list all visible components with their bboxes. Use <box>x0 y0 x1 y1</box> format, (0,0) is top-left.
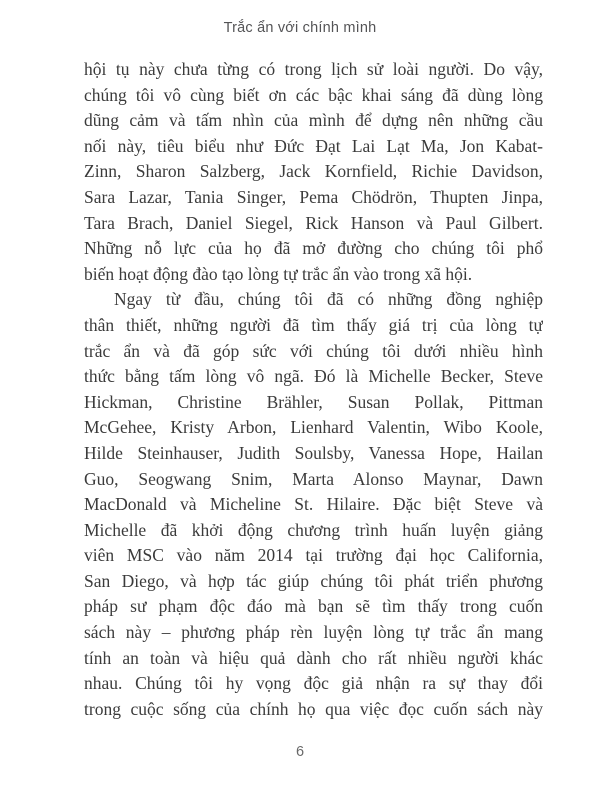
text-line: dũng cảm và tấm nhìn của mình để dựng nên những cầu <box>84 110 543 131</box>
text-line: Tara Brach, Daniel Siegel, Rick Hanson và Paul Gilbert. <box>84 212 543 233</box>
text-line: MacDonald và Micheline St. Hilaire. Đặc biệt Steve và <box>84 494 543 515</box>
text-line: Guo, Seogwang Snim, Marta Alonso Maynar, Dawn <box>84 468 543 489</box>
text-line: thân thiết, những người đã tìm thấy giá trị của lòng tự <box>84 314 543 335</box>
text-line: Sara Lazar, Tania Singer, Pema Chödrön, Thupten Jinpa, <box>84 186 543 207</box>
text-line: sách này – phương pháp rèn luyện lòng tự trắc ẩn mang <box>84 622 543 643</box>
text-line: pháp sư phạm độc đáo mà bạn sẽ tìm thấy trong cuốn <box>84 596 543 617</box>
running-header: Trắc ẩn với chính mình <box>223 20 377 36</box>
text-line: McGehee, Kristy Arbon, Lienhard Valentin, Wibo Koole, <box>84 417 543 438</box>
text-line: viên MSC vào năm 2014 tại trường đại học California, <box>84 545 543 566</box>
text-line: Michelle đã khởi động chương trình huấn luyện giảng <box>84 519 543 540</box>
text-line: Ngay từ đầu, chúng tôi đã có những đồng nghiệp <box>114 289 543 310</box>
text-line: thức bằng tấm lòng vô ngã. Đó là Michelle Becker, Steve <box>84 366 543 387</box>
text-line: nhau. Chúng tôi hy vọng độc giả nhận ra sự thay đổi <box>84 673 543 694</box>
text-line: trong cuộc sống của chính họ qua việc đọc cuốn sách này <box>84 698 543 719</box>
text-line: tính an toàn và hiệu quả dành cho rất nhiều người khác <box>84 647 543 668</box>
text-line: Zinn, Sharon Salzberg, Jack Kornfield, Richie Davidson, <box>84 161 543 182</box>
text-line: biến hoạt động đào tạo lòng tự trắc ẩn vào trong xã hội. <box>84 263 473 284</box>
text-line: chúng tôi vô cùng biết ơn các bậc khai sáng đã dùng lòng <box>84 84 543 105</box>
text-line: nối này, tiêu biểu như Đức Đạt Lai Lạt Ma, Jon Kabat- <box>84 135 543 156</box>
text-line: Những nỗ lực của họ đã mở đường cho chúng tôi phổ <box>84 238 543 259</box>
text-line: Hilde Steinhauser, Judith Soulsby, Vanessa Hope, Hailan <box>84 442 543 463</box>
page-number: 6 <box>295 744 305 760</box>
body-text <box>84 57 543 722</box>
text-line: San Diego, và hợp tác giúp chúng tôi phát triển phương <box>84 570 543 591</box>
text-line: trắc ẩn và đã góp sức với chúng tôi dưới nhiều hình <box>84 340 543 361</box>
text-line: Hickman, Christine Brähler, Susan Pollak, Pittman <box>84 391 543 412</box>
text-line: hội tụ này chưa từng có trong lịch sử loài người. Do vậy, <box>84 59 543 79</box>
